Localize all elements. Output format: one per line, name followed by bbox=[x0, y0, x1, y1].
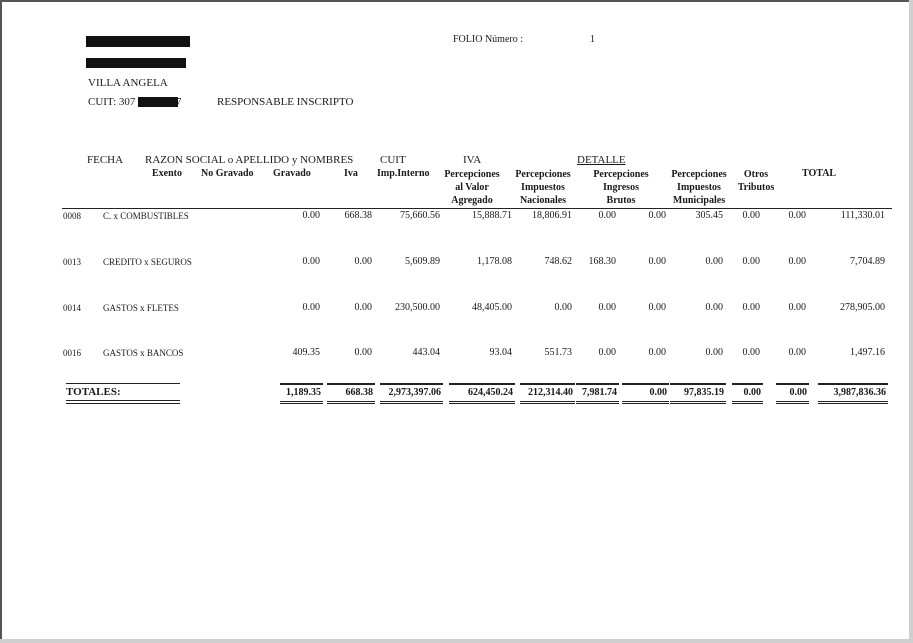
folio-number: 1 bbox=[590, 34, 595, 45]
row-cell-gravado: 0.00 bbox=[302, 210, 320, 221]
col-gravado: Gravado bbox=[273, 168, 311, 179]
row-cell-otros2: 0.00 bbox=[788, 256, 806, 267]
total-cell-perc-x bbox=[622, 383, 669, 404]
col-detalle: DETALLE bbox=[577, 154, 626, 166]
row-cell-otros1: 0.00 bbox=[742, 256, 760, 267]
row-cell-iva: 0.00 bbox=[354, 302, 372, 313]
col-iva: IVA bbox=[463, 154, 482, 166]
total-value-perc-x: 0.00 bbox=[649, 387, 667, 398]
row-cell-iva: 0.00 bbox=[354, 256, 372, 267]
cuit-suffix: 7 bbox=[176, 96, 182, 108]
folio-label: FOLIO Número : bbox=[453, 34, 523, 45]
col-perc-ingresos-brutos: Percepciones Ingresos Brutos bbox=[593, 169, 649, 206]
col-total: TOTAL bbox=[802, 168, 837, 179]
total-cell-otros2 bbox=[776, 383, 809, 404]
row-name: CREDITO x SEGUROS bbox=[103, 257, 192, 267]
row-cell-perc-im: 305.45 bbox=[695, 210, 723, 221]
row-cell-total: 111,330.01 bbox=[840, 210, 885, 221]
row-code: 0016 bbox=[63, 348, 81, 358]
total-cell-imp-interno bbox=[380, 383, 443, 404]
total-value-total: 3,987,836.36 bbox=[833, 387, 886, 398]
row-cell-iva: 0.00 bbox=[354, 347, 372, 358]
row-code: 0008 bbox=[63, 211, 81, 221]
row-cell-perc-im: 0.00 bbox=[705, 302, 723, 313]
row-cell-perc-in: 18,806.91 bbox=[532, 210, 572, 221]
row-cell-total: 7,704.89 bbox=[850, 256, 885, 267]
col-cuit: CUIT bbox=[380, 154, 406, 166]
total-value-iva: 668.38 bbox=[345, 387, 373, 398]
row-cell-imp-interno: 5,609.89 bbox=[405, 256, 440, 267]
row-cell-perc-im: 0.00 bbox=[705, 347, 723, 358]
row-cell-gravado: 0.00 bbox=[302, 302, 320, 313]
redacted-cuit-digits bbox=[138, 97, 178, 107]
row-name: C. x COMBUSTIBLES bbox=[103, 211, 189, 221]
totals-rule-top bbox=[66, 383, 180, 384]
col-perc-valor-agregado: Percepciones al Valor Agregado bbox=[444, 169, 500, 206]
row-cell-perc-va: 48,405.00 bbox=[472, 302, 512, 313]
redacted-company-name bbox=[86, 36, 190, 47]
col-imp-interno: Imp.Interno bbox=[377, 168, 430, 179]
row-cell-gravado: 409.35 bbox=[292, 347, 320, 358]
row-cell-perc-in: 0.00 bbox=[554, 302, 572, 313]
row-cell-perc-x: 0.00 bbox=[648, 347, 666, 358]
row-cell-perc-ib: 0.00 bbox=[598, 347, 616, 358]
totals-rule-bottom-1 bbox=[66, 400, 180, 401]
header-rule bbox=[62, 208, 892, 209]
col-perc-impuestos-municipales: Percepciones Impuestos Municipales bbox=[671, 169, 727, 206]
row-cell-perc-ib: 168.30 bbox=[588, 256, 616, 267]
row-cell-perc-in: 748.62 bbox=[544, 256, 572, 267]
row-cell-otros1: 0.00 bbox=[742, 210, 760, 221]
total-cell-perc-ib bbox=[576, 383, 619, 404]
row-cell-iva: 668.38 bbox=[344, 210, 372, 221]
tax-status: RESPONSABLE INSCRIPTO bbox=[217, 96, 354, 108]
row-cell-otros1: 0.00 bbox=[742, 347, 760, 358]
page-shadow-right bbox=[909, 0, 913, 643]
total-value-imp-interno: 2,973,397.06 bbox=[388, 387, 441, 398]
total-cell-perc-im bbox=[670, 383, 726, 404]
row-cell-perc-va: 93.04 bbox=[489, 347, 512, 358]
row-cell-perc-ib: 0.00 bbox=[598, 302, 616, 313]
row-cell-total: 1,497.16 bbox=[850, 347, 885, 358]
totals-label: TOTALES: bbox=[66, 386, 121, 398]
total-cell-gravado bbox=[280, 383, 323, 404]
total-cell-perc-in bbox=[520, 383, 575, 404]
total-value-perc-im: 97,835.19 bbox=[684, 387, 724, 398]
row-code: 0013 bbox=[63, 257, 81, 267]
row-cell-perc-x: 0.00 bbox=[648, 256, 666, 267]
col-razon-social: RAZON SOCIAL o APELLIDO y NOMBRES bbox=[145, 154, 354, 166]
totals-rule-bottom-2 bbox=[66, 403, 180, 404]
redacted-company-address bbox=[86, 58, 186, 68]
row-cell-imp-interno: 443.04 bbox=[412, 347, 440, 358]
row-cell-perc-x: 0.00 bbox=[648, 210, 666, 221]
col-exento: Exento bbox=[152, 168, 182, 179]
total-cell-total bbox=[818, 383, 888, 404]
row-name: GASTOS x BANCOS bbox=[103, 348, 184, 358]
total-value-perc-in: 212,314.40 bbox=[528, 387, 573, 398]
row-cell-otros1: 0.00 bbox=[742, 302, 760, 313]
row-cell-perc-va: 15,888.71 bbox=[472, 210, 512, 221]
row-cell-otros2: 0.00 bbox=[788, 347, 806, 358]
col-perc-impuestos-nacionales: Percepciones Impuestos Nacionales bbox=[515, 169, 571, 206]
company-city: VILLA ANGELA bbox=[88, 77, 168, 89]
cuit-value: 307 bbox=[118, 96, 136, 108]
page-shadow-bottom bbox=[0, 639, 913, 643]
row-cell-imp-interno: 230,500.00 bbox=[395, 302, 440, 313]
row-cell-perc-im: 0.00 bbox=[705, 256, 723, 267]
row-cell-perc-ib: 0.00 bbox=[598, 210, 616, 221]
cuit-label: CUIT: 307 bbox=[88, 96, 136, 108]
row-cell-total: 278,905.00 bbox=[840, 302, 885, 313]
col-fecha: FECHA bbox=[87, 154, 124, 166]
row-cell-perc-va: 1,178.08 bbox=[477, 256, 512, 267]
row-cell-imp-interno: 75,660.56 bbox=[400, 210, 440, 221]
col-otros-tributos: Otros Tributos bbox=[737, 169, 775, 193]
total-cell-iva bbox=[327, 383, 375, 404]
row-cell-otros2: 0.00 bbox=[788, 210, 806, 221]
total-value-gravado: 1,189.35 bbox=[286, 387, 321, 398]
total-cell-perc-va bbox=[449, 383, 515, 404]
total-value-perc-va: 624,450.24 bbox=[468, 387, 513, 398]
col-no-gravado: No Gravado bbox=[201, 168, 254, 179]
total-value-otros2: 0.00 bbox=[789, 387, 807, 398]
row-code: 0014 bbox=[63, 303, 81, 313]
row-cell-perc-in: 551.73 bbox=[544, 347, 572, 358]
row-name: GASTOS x FLETES bbox=[103, 303, 179, 313]
total-cell-otros1 bbox=[732, 383, 763, 404]
row-cell-otros2: 0.00 bbox=[788, 302, 806, 313]
col-iva-amount: Iva bbox=[344, 168, 358, 179]
total-value-perc-ib: 7,981.74 bbox=[582, 387, 617, 398]
row-cell-perc-x: 0.00 bbox=[648, 302, 666, 313]
total-value-otros1: 0.00 bbox=[743, 387, 761, 398]
row-cell-gravado: 0.00 bbox=[302, 256, 320, 267]
